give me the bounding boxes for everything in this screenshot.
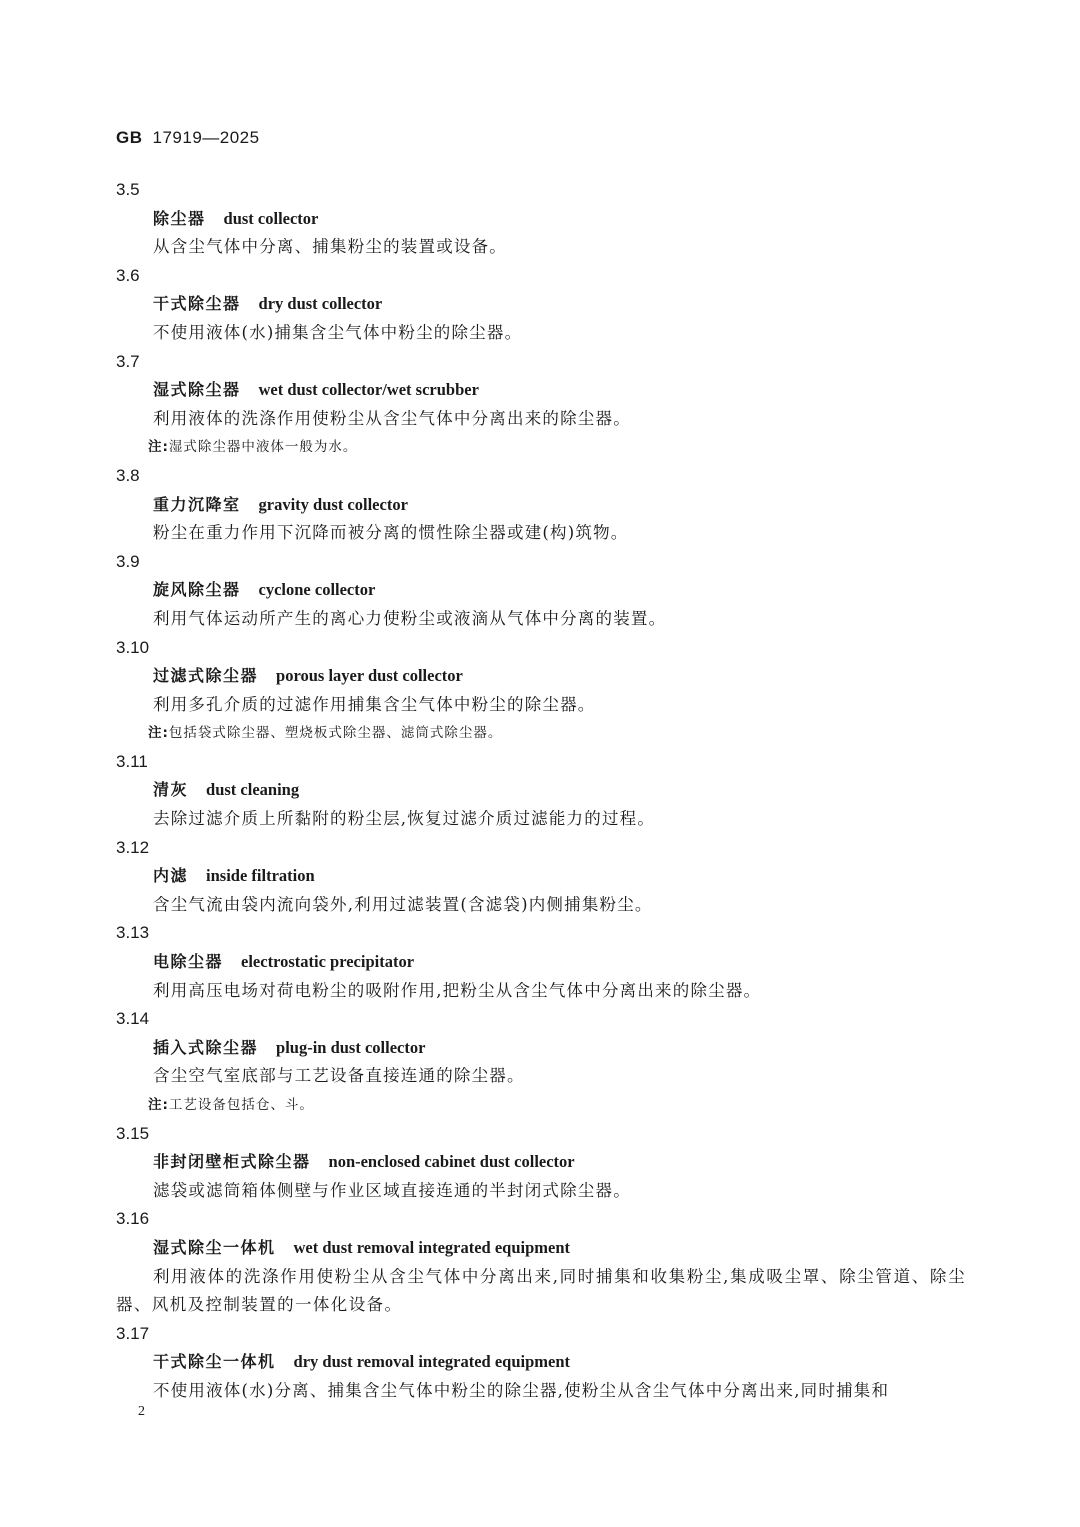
term-definition: 滤袋或滤筒箱体侧壁与作业区域直接连通的半封闭式除尘器。 [153, 1180, 631, 1200]
term-number: 3.7 [116, 351, 140, 371]
term-name-english: wet dust removal integrated equipment [293, 1237, 571, 1257]
term-entry [116, 1320, 966, 1406]
term-name [116, 205, 966, 234]
term-number: 3.17 [116, 1323, 150, 1343]
term-name [116, 1034, 966, 1063]
term-name [116, 1148, 966, 1177]
term-name-english: dry dust removal integrated equipment [293, 1352, 571, 1372]
note-text: 工艺设备包括仓、斗。 [168, 1097, 314, 1113]
term-definition: 不使用液体(水)捕集含尘气体中粉尘的除尘器。 [153, 322, 523, 342]
term-definition: 含尘空气室底部与工艺设备直接连通的除尘器。 [153, 1066, 525, 1086]
term-definition: 粉尘在重力作用下沉降而被分离的惯性除尘器或建(构)筑物。 [153, 523, 629, 543]
term-name [116, 290, 966, 319]
term-name-english: dust collector [223, 208, 319, 228]
term-name [116, 491, 966, 520]
term-name-english: inside filtration [206, 866, 315, 886]
term-name-english: porous layer dust collector [276, 666, 463, 686]
term-entry [116, 262, 966, 348]
term-number: 3.14 [116, 1009, 150, 1029]
term-entry [116, 348, 966, 462]
term-name-chinese: 旋风除尘器 [153, 580, 241, 600]
term-number: 3.5 [116, 180, 140, 199]
term-name [116, 1348, 966, 1377]
term-definition: 含尘气流由袋内流向袋外,利用过滤装置(含滤袋)内侧捕集粉尘。 [153, 894, 653, 914]
term-entry [116, 548, 966, 634]
term-definition: 利用多孔介质的过滤作用捕集含尘气体中粉尘的除尘器。 [153, 694, 596, 714]
term-number: 3.11 [116, 751, 148, 771]
note-text: 湿式除尘器中液体一般为水。 [168, 439, 358, 456]
term-number: 3.16 [116, 1209, 150, 1229]
term-name-chinese: 湿式除尘一体机 [153, 1237, 276, 1257]
term-entry [116, 919, 966, 1005]
term-definition: 从含尘气体中分离、捕集粉尘的装置或设备。 [153, 237, 507, 257]
term-name [116, 576, 966, 605]
term-entry [116, 748, 966, 834]
term-number: 3.10 [116, 637, 150, 657]
term-name [116, 1234, 966, 1263]
term-name [116, 376, 966, 405]
term-name-chinese: 电除尘器 [153, 952, 224, 972]
term-name-english: dust cleaning [206, 780, 300, 800]
term-name [116, 776, 966, 805]
term-definition: 利用高压电场对荷电粉尘的吸附作用,把粉尘从含尘气体中分离出来的除尘器。 [153, 980, 762, 1000]
term-definition: 不使用液体(水)分离、捕集含尘气体中粉尘的除尘器,使粉尘从含尘气体中分离出来,同时捕集和 [153, 1380, 890, 1400]
term-number: 3.15 [116, 1123, 150, 1143]
term-name-english: non-enclosed cabinet dust collector [328, 1152, 575, 1172]
term-name-chinese: 湿式除尘器 [153, 380, 241, 400]
term-name-chinese: 清灰 [153, 780, 189, 800]
term-name-english: gravity dust collector [258, 494, 408, 514]
term-name-chinese: 干式除尘器 [153, 294, 241, 314]
term-number: 3.9 [116, 551, 140, 571]
term-number: 3.6 [116, 265, 140, 285]
note-text: 包括袋式除尘器、塑烧板式除尘器、滤筒式除尘器。 [168, 725, 503, 742]
term-name [116, 862, 966, 891]
term-definition: 利用液体的洗涤作用使粉尘从含尘气体中分离出来的除尘器。 [153, 408, 631, 428]
term-entry [116, 634, 966, 748]
standard-prefix: GB [116, 128, 143, 147]
term-definition: 利用气体运动所产生的离心力使粉尘或液滴从气体中分离的装置。 [153, 608, 667, 628]
term-number: 3.8 [116, 465, 140, 485]
term-name-chinese: 过滤式除尘器 [153, 666, 259, 686]
term-definition: 去除过滤介质上所黏附的粉尘层,恢复过滤介质过滤能力的过程。 [153, 809, 656, 829]
term-entry [116, 1120, 966, 1206]
term-name-english: plug-in dust collector [276, 1037, 426, 1057]
term-entry [116, 1005, 966, 1119]
standard-code: 17919—2025 [152, 128, 260, 147]
term-name [116, 948, 966, 977]
term-name-chinese: 干式除尘一体机 [153, 1352, 276, 1372]
note-label: 注: [148, 725, 169, 742]
term-entry [116, 176, 966, 262]
term-number: 3.13 [116, 923, 150, 943]
term-name-english: wet dust collector/wet scrubber [258, 380, 479, 400]
term-name-chinese: 插入式除尘器 [153, 1037, 259, 1057]
note-label: 注: [148, 439, 169, 456]
term-entry [116, 834, 966, 920]
document-header [116, 128, 260, 148]
term-entry [116, 1205, 966, 1319]
term-number: 3.12 [116, 837, 150, 857]
term-name-chinese: 重力沉降室 [153, 494, 241, 514]
page-number: 2 [138, 1404, 145, 1419]
term-note [116, 433, 966, 462]
term-entry [116, 462, 966, 548]
term-name-chinese: 除尘器 [153, 208, 206, 228]
term-name-chinese: 内滤 [153, 866, 189, 886]
term-name-english: dry dust collector [258, 294, 383, 314]
term-definition: 利用液体的洗涤作用使粉尘从含尘气体中分离出来,同时捕集和收集粉尘,集成吸尘罩、除尘管道、除尘器、风机及控制装置的一体化设备。 [116, 1266, 966, 1315]
terms-list [116, 176, 966, 1406]
term-note [116, 719, 966, 748]
note-label: 注: [148, 1097, 169, 1113]
term-name-english: cyclone collector [258, 580, 376, 600]
term-name [116, 662, 966, 691]
term-name-chinese: 非封闭壁柜式除尘器 [153, 1152, 311, 1172]
term-name-english: electrostatic precipitator [241, 952, 415, 972]
term-note [116, 1091, 966, 1120]
